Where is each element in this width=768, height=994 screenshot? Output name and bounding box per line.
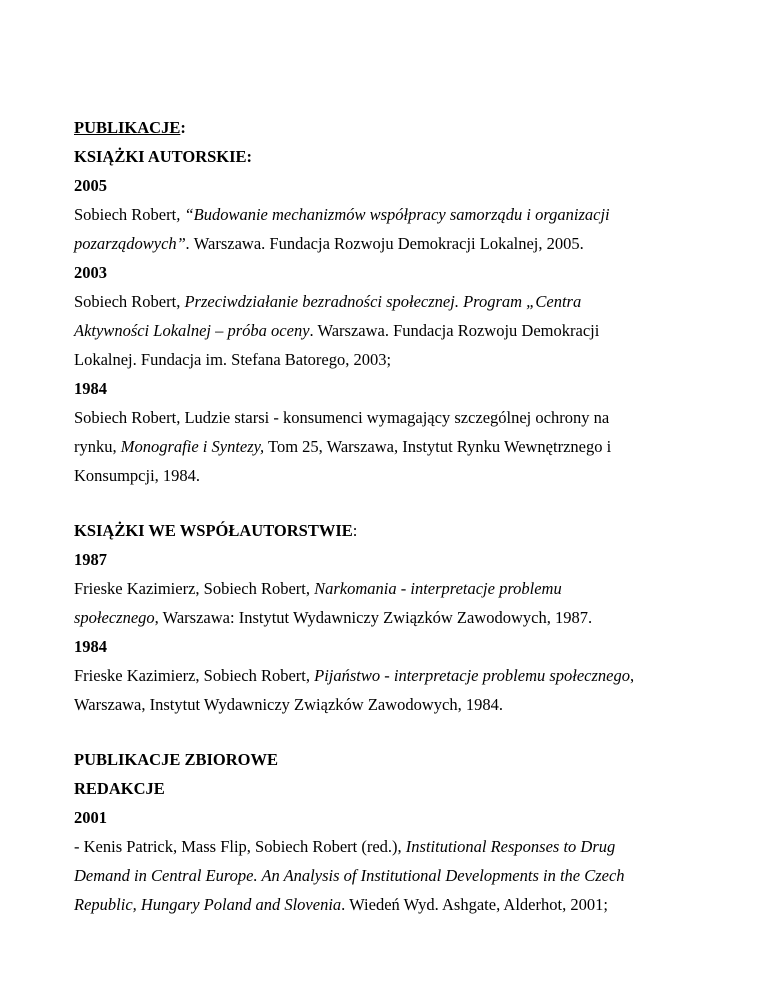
year-heading-1987: 1987 [74, 550, 107, 569]
entry-author: Frieske Kazimierz, Sobiech Robert, [74, 579, 315, 598]
year-heading-2005: 2005 [74, 176, 107, 195]
year-heading-1984-coauthored: 1984 [74, 637, 107, 656]
year-heading-2001: 2001 [74, 808, 107, 827]
publications-title-colon: : [180, 118, 186, 137]
entry-comma: , [630, 666, 635, 685]
entry-2001-line-2: Demand in Central Europe. An Analysis of Institutional Developments in the Czech [74, 866, 625, 885]
section-heading-colon: : [352, 521, 358, 540]
entry-1984-coauthored-line-1 [74, 661, 714, 690]
entry-2003-line-1 [74, 287, 714, 316]
entry-publisher: . Wiedeń Wyd. Ashgate, Alderhot, 2001; [341, 895, 608, 914]
entry-title: Narkomania - interpretacje problemu [314, 579, 562, 598]
entry-text: rynku, [74, 437, 121, 456]
entry-author: Frieske Kazimierz, Sobiech Robert, [74, 666, 315, 685]
section-heading-coauthored-books [74, 516, 714, 545]
entry-title: pozarządowych”. [74, 234, 190, 253]
entry-title: społecznego [74, 608, 155, 627]
entry-publisher: Tom 25, Warszawa, Instytut Rynku Wewnętrznego i [264, 437, 612, 456]
section-heading-author-books: KSIĄŻKI AUTORSKIE: [74, 147, 253, 166]
entry-author: Sobiech Robert [74, 205, 177, 224]
entry-2001-line-3 [74, 890, 714, 919]
entry-publisher: . Warszawa. Fundacja Rozwoju Demokracji [309, 321, 600, 340]
entry-publisher: , Warszawa: Instytut Wydawniczy Związków Zawodowych, 1987. [154, 608, 593, 627]
spacer [74, 490, 714, 516]
entry-2003-line-2 [74, 316, 714, 345]
entry-title: Pijaństwo - interpretacje problemu społecznego [314, 666, 631, 685]
entry-title: , “Budowanie mechanizmów współpracy samorządu i organizacji [176, 205, 610, 224]
entry-title: Aktywności Lokalnej – próba oceny [74, 321, 310, 340]
publications-title [74, 113, 714, 142]
section-heading-collective: PUBLIKACJE ZBIOROWE [74, 750, 278, 769]
entry-1984-line-2 [74, 432, 714, 461]
spacer [74, 719, 714, 745]
section-heading-text: KSIĄŻKI WE WSPÓŁAUTORSTWIE [74, 521, 353, 540]
year-heading-1984: 1984 [74, 379, 107, 398]
entry-series: Monografie i Syntezy, [120, 437, 265, 456]
entry-title: Republic, Hungary Poland and Slovenia [74, 895, 342, 914]
year-heading-2003: 2003 [74, 263, 107, 282]
entry-title: Institutional Responses to Drug [405, 837, 616, 856]
entry-1987-line-1 [74, 574, 714, 603]
entry-1984-line-3: Konsumpcji, 1984. [74, 466, 201, 485]
entry-author: - Kenis Patrick, Mass Flip, Sobiech Robert (red.), [74, 837, 406, 856]
entry-1984-coauthored-line-2: Warszawa, Instytut Wydawniczy Związków Zawodowych, 1984. [74, 695, 503, 714]
entry-title: Przeciwdziałanie bezradności społecznej. Program „Centra [184, 292, 582, 311]
entry-2005-line-2 [74, 229, 714, 258]
entry-2005-line-1 [74, 200, 714, 229]
subsection-heading-editorial: REDAKCJE [74, 779, 165, 798]
entry-1987-line-2 [74, 603, 714, 632]
entry-2001-line-1 [74, 832, 714, 861]
entry-1984-line-1: Sobiech Robert, Ludzie starsi - konsumenci wymagający szczególnej ochrony na [74, 408, 610, 427]
entry-2003-line-3: Lokalnej. Fundacja im. Stefana Batorego, 2003; [74, 350, 392, 369]
publications-title-text: PUBLIKACJE [74, 118, 181, 137]
entry-author: Sobiech Robert, [74, 292, 185, 311]
document-page [74, 113, 714, 919]
entry-publisher: Warszawa. Fundacja Rozwoju Demokracji Lokalnej, 2005. [189, 234, 584, 253]
